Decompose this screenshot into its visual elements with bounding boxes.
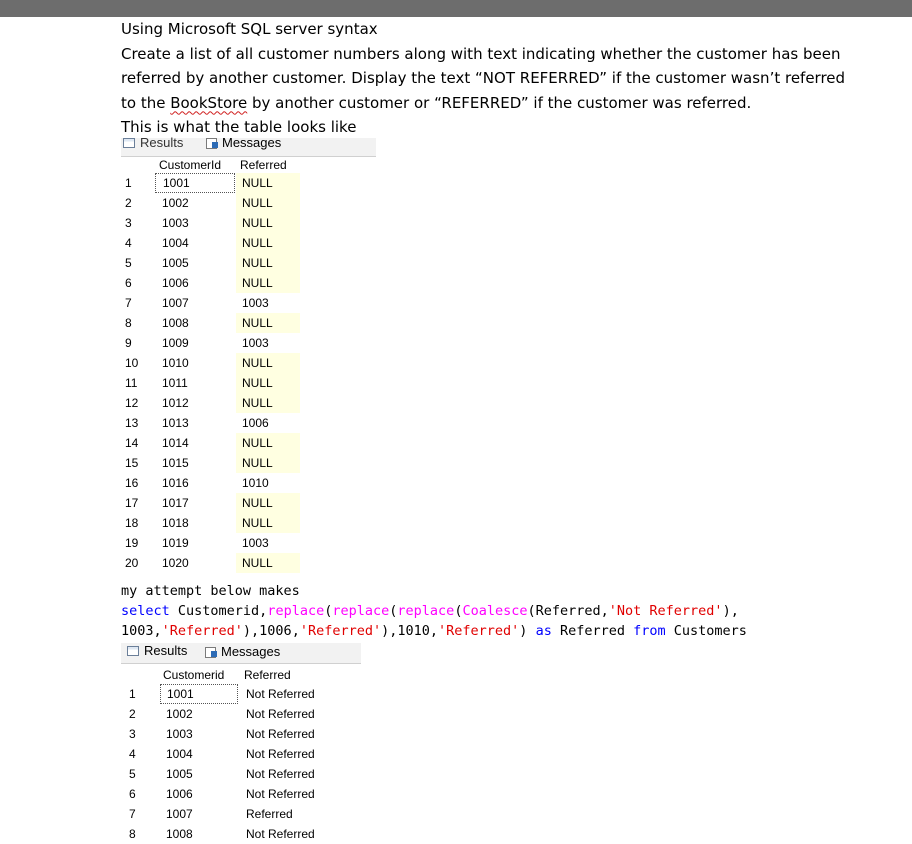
cell-referred[interactable]: NULL (236, 393, 300, 413)
question-line-1: Using Microsoft SQL server syntax (121, 20, 378, 38)
tab-results[interactable]: Results (127, 643, 187, 659)
cell-customerid[interactable]: 1008 (166, 827, 193, 841)
cell-referred[interactable]: 1006 (242, 416, 269, 430)
row-number: 9 (125, 336, 132, 350)
row-number: 18 (125, 516, 139, 530)
attempt-intro: my attempt below makes (121, 583, 300, 599)
cell-referred[interactable]: NULL (236, 453, 300, 473)
row-number: 12 (125, 396, 139, 410)
row-number: 1 (129, 687, 136, 701)
cell-customerid[interactable]: 1015 (162, 456, 189, 470)
cell-customerid[interactable]: 1007 (166, 807, 193, 821)
cell-referred[interactable]: NULL (236, 253, 300, 273)
row-number: 8 (129, 827, 136, 841)
question-text (121, 17, 881, 140)
cell-referred[interactable]: Not Referred (246, 687, 315, 701)
row-number: 10 (125, 356, 139, 370)
window-top-bar (0, 0, 912, 17)
cell-referred[interactable]: NULL (236, 433, 300, 453)
row-number: 3 (129, 727, 136, 741)
cell-customerid[interactable]: 1004 (166, 747, 193, 761)
column-header-customerid[interactable]: CustomerId (159, 158, 222, 172)
cell-customerid[interactable]: 1017 (162, 496, 189, 510)
row-number: 14 (125, 436, 139, 450)
cell-referred[interactable]: NULL (236, 173, 300, 193)
column-header-customerid[interactable]: Customerid (163, 668, 225, 682)
cell-referred[interactable]: 1010 (242, 476, 269, 490)
question-line-4: to the BookStore by another customer or “REFERRED” if the customer was referred. (121, 93, 752, 112)
cell-referred[interactable]: 1003 (242, 536, 269, 550)
cell-customerid[interactable]: 1012 (162, 396, 189, 410)
row-number: 17 (125, 496, 139, 510)
row-number: 19 (125, 536, 139, 550)
row-number: 1 (125, 176, 132, 190)
cell-referred[interactable]: NULL (236, 193, 300, 213)
grid-icon (123, 138, 135, 148)
row-number: 16 (125, 476, 139, 490)
row-number: 20 (125, 556, 139, 570)
cell-referred[interactable]: 1003 (242, 296, 269, 310)
cell-referred[interactable]: Not Referred (246, 727, 315, 741)
cell-referred[interactable]: Not Referred (246, 827, 315, 841)
cell-referred[interactable]: NULL (236, 553, 300, 573)
row-number: 11 (125, 376, 138, 390)
tab-messages[interactable]: Messages (206, 135, 281, 151)
question-line-2: Create a list of all customer numbers along with text indicating whether the customer has been (121, 44, 841, 63)
row-number: 13 (125, 416, 139, 430)
row-number: 6 (129, 787, 136, 801)
cell-customerid[interactable]: 1011 (162, 376, 188, 390)
messages-icon (205, 647, 216, 658)
cell-customerid[interactable]: 1016 (162, 476, 189, 490)
sql-line-2: 1003,'Referred'),1006,'Referred'),1010,'Referred') as Referred from Customers (121, 623, 747, 639)
row-number: 7 (125, 296, 132, 310)
cell-customerid[interactable]: 1002 (162, 196, 189, 210)
row-number: 15 (125, 456, 139, 470)
row-number: 4 (129, 747, 136, 761)
grid-icon (127, 646, 139, 656)
cell-referred[interactable]: Not Referred (246, 767, 315, 781)
row-number: 8 (125, 316, 132, 330)
column-header-referred[interactable]: Referred (240, 158, 287, 172)
question-line-3: referred by another customer. Display the text “NOT REFERRED” if the customer wasn’t referred (121, 69, 846, 87)
cell-customerid[interactable]: 1018 (162, 516, 189, 530)
results-grid-expected (121, 135, 376, 573)
cell-referred[interactable]: 1003 (242, 336, 269, 350)
cell-referred[interactable]: NULL (236, 493, 300, 513)
messages-icon (206, 138, 217, 149)
row-number: 2 (129, 707, 136, 721)
row-number: 4 (125, 236, 132, 250)
tab-results[interactable]: Results (123, 135, 183, 151)
cell-customerid[interactable]: 1005 (162, 256, 189, 270)
cell-customerid[interactable]: 1003 (162, 216, 189, 230)
cell-referred[interactable]: Not Referred (246, 747, 315, 761)
row-number: 2 (125, 196, 132, 210)
cell-referred[interactable]: Referred (246, 807, 293, 821)
row-number: 6 (125, 276, 132, 290)
grid-tab-strip (121, 643, 361, 664)
cell-customerid[interactable]: 1013 (162, 416, 189, 430)
cell-referred[interactable]: Not Referred (246, 787, 315, 801)
cell-customerid[interactable]: 1002 (166, 707, 193, 721)
row-number: 5 (125, 256, 132, 270)
cell-referred[interactable]: NULL (236, 313, 300, 333)
cell-referred[interactable]: NULL (236, 273, 300, 293)
cell-customerid[interactable]: 1020 (162, 556, 189, 570)
row-number: 3 (125, 216, 132, 230)
cell-referred[interactable]: NULL (236, 233, 300, 253)
cell-customerid[interactable]: 1009 (162, 336, 189, 350)
cell-customerid[interactable]: 1005 (166, 767, 193, 781)
cell-customerid[interactable]: 1019 (162, 536, 189, 550)
cell-referred[interactable]: NULL (236, 353, 300, 373)
results-grid-attempt (121, 643, 361, 841)
cell-customerid[interactable]: 1014 (162, 436, 189, 450)
row-number: 7 (129, 807, 136, 821)
cell-customerid[interactable]: 1008 (162, 316, 189, 330)
cell-customerid[interactable]: 1003 (166, 727, 193, 741)
cell-customerid[interactable]: 1010 (162, 356, 189, 370)
cell-referred[interactable]: NULL (236, 213, 300, 233)
row-number: 5 (129, 767, 136, 781)
cell-customerid[interactable]: 1001 (155, 173, 235, 193)
cell-referred[interactable]: NULL (236, 373, 300, 393)
cell-customerid[interactable]: 1007 (162, 296, 189, 310)
cell-referred[interactable]: NULL (236, 513, 300, 533)
cell-customerid[interactable]: 1006 (162, 276, 189, 290)
column-header-referred[interactable]: Referred (244, 668, 291, 682)
grid-tab-strip (121, 135, 376, 157)
cell-customerid[interactable]: 1004 (162, 236, 189, 250)
cell-customerid[interactable]: 1001 (160, 684, 238, 704)
question-line-5: This is what the table looks like (121, 118, 357, 136)
sql-line-1: select Customerid,replace(replace(replace(Coalesce(Referred,'Not Referred'), (121, 603, 739, 619)
cell-customerid[interactable]: 1006 (166, 787, 193, 801)
tab-messages[interactable]: Messages (205, 644, 280, 660)
cell-referred[interactable]: Not Referred (246, 707, 315, 721)
